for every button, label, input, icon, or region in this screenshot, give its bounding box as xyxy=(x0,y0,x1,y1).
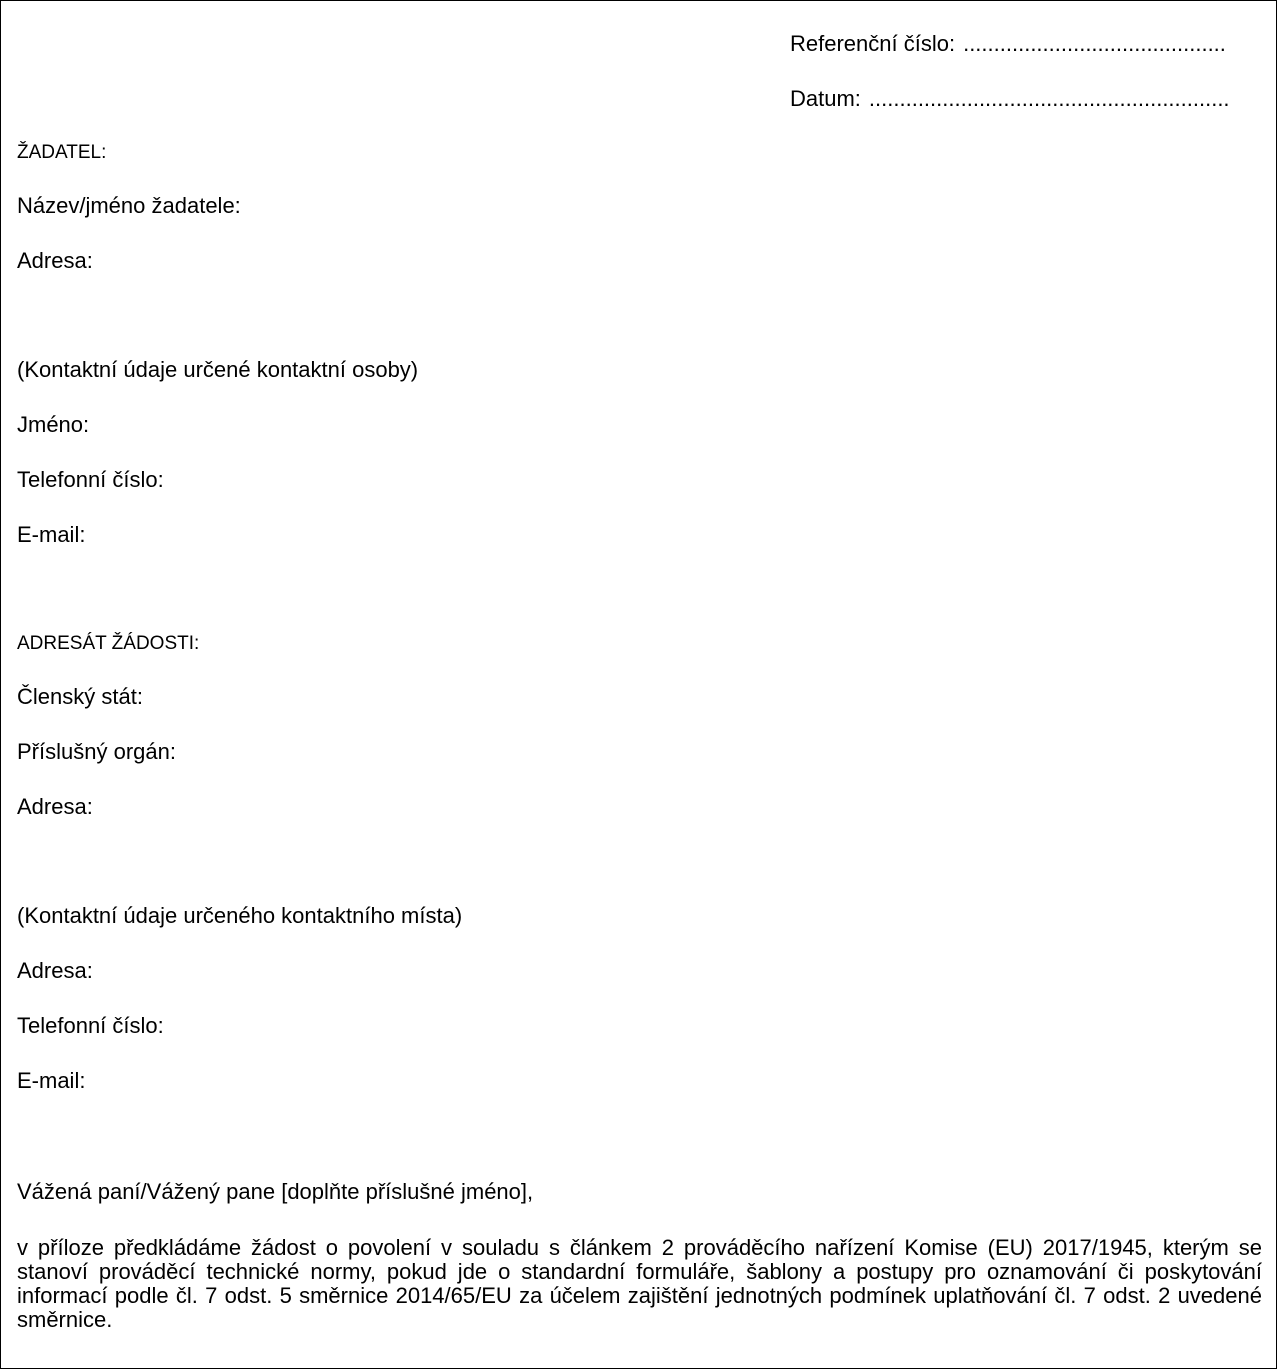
addressee-heading: ADRESÁT ŽÁDOSTI: xyxy=(17,633,200,654)
contact-person-phone-label: Telefonní číslo: xyxy=(17,467,164,492)
date-field[interactable]: ........................................................... xyxy=(868,86,1230,111)
contact-person-email-label: E-mail: xyxy=(17,522,86,547)
contact-point-address-label: Adresa: xyxy=(17,958,93,983)
reference-number-field[interactable]: ........................................... xyxy=(963,31,1226,56)
competent-authority-label: Příslušný orgán: xyxy=(17,739,176,764)
contact-point-phone-label: Telefonní číslo: xyxy=(17,1013,164,1038)
letter-body: v příloze předkládáme žádost o povolení v souladu s článkem 2 prováděcího nařízení Komise (EU) 2017/1945, kterým se stanoví prováděcí technické normy, pokud jde o standardní formuláře, šablony a postupy pro oznamování či poskytování informací podle čl. 7 odst. 5 směrnice 2014/65/EU za účelem zajištění jednotných podmínek uplatňování čl. 7 odst. 2 uvedené směrnice. xyxy=(17,1235,1262,1332)
applicant-address-label: Adresa: xyxy=(17,248,93,273)
addressee-address-label: Adresa: xyxy=(17,794,93,819)
member-state-label: Členský stát: xyxy=(17,684,143,709)
contact-point-email-label: E-mail: xyxy=(17,1068,86,1093)
contact-person-heading: (Kontaktní údaje určené kontaktní osoby) xyxy=(17,357,419,382)
date-row xyxy=(790,86,1262,112)
contact-person-name-label: Jméno: xyxy=(17,412,90,437)
letter-salutation: Vážená paní/Vážený pane [doplňte příslušné jméno], xyxy=(17,1179,534,1204)
contact-point-heading: (Kontaktní údaje určeného kontaktního místa) xyxy=(17,903,463,928)
applicant-name-label: Název/jméno žadatele: xyxy=(17,193,241,218)
date-label: Datum: xyxy=(790,86,861,111)
applicant-heading: ŽADATEL: xyxy=(17,142,107,163)
reference-number-row xyxy=(790,31,1262,57)
reference-number-label: Referenční číslo: xyxy=(790,31,956,56)
